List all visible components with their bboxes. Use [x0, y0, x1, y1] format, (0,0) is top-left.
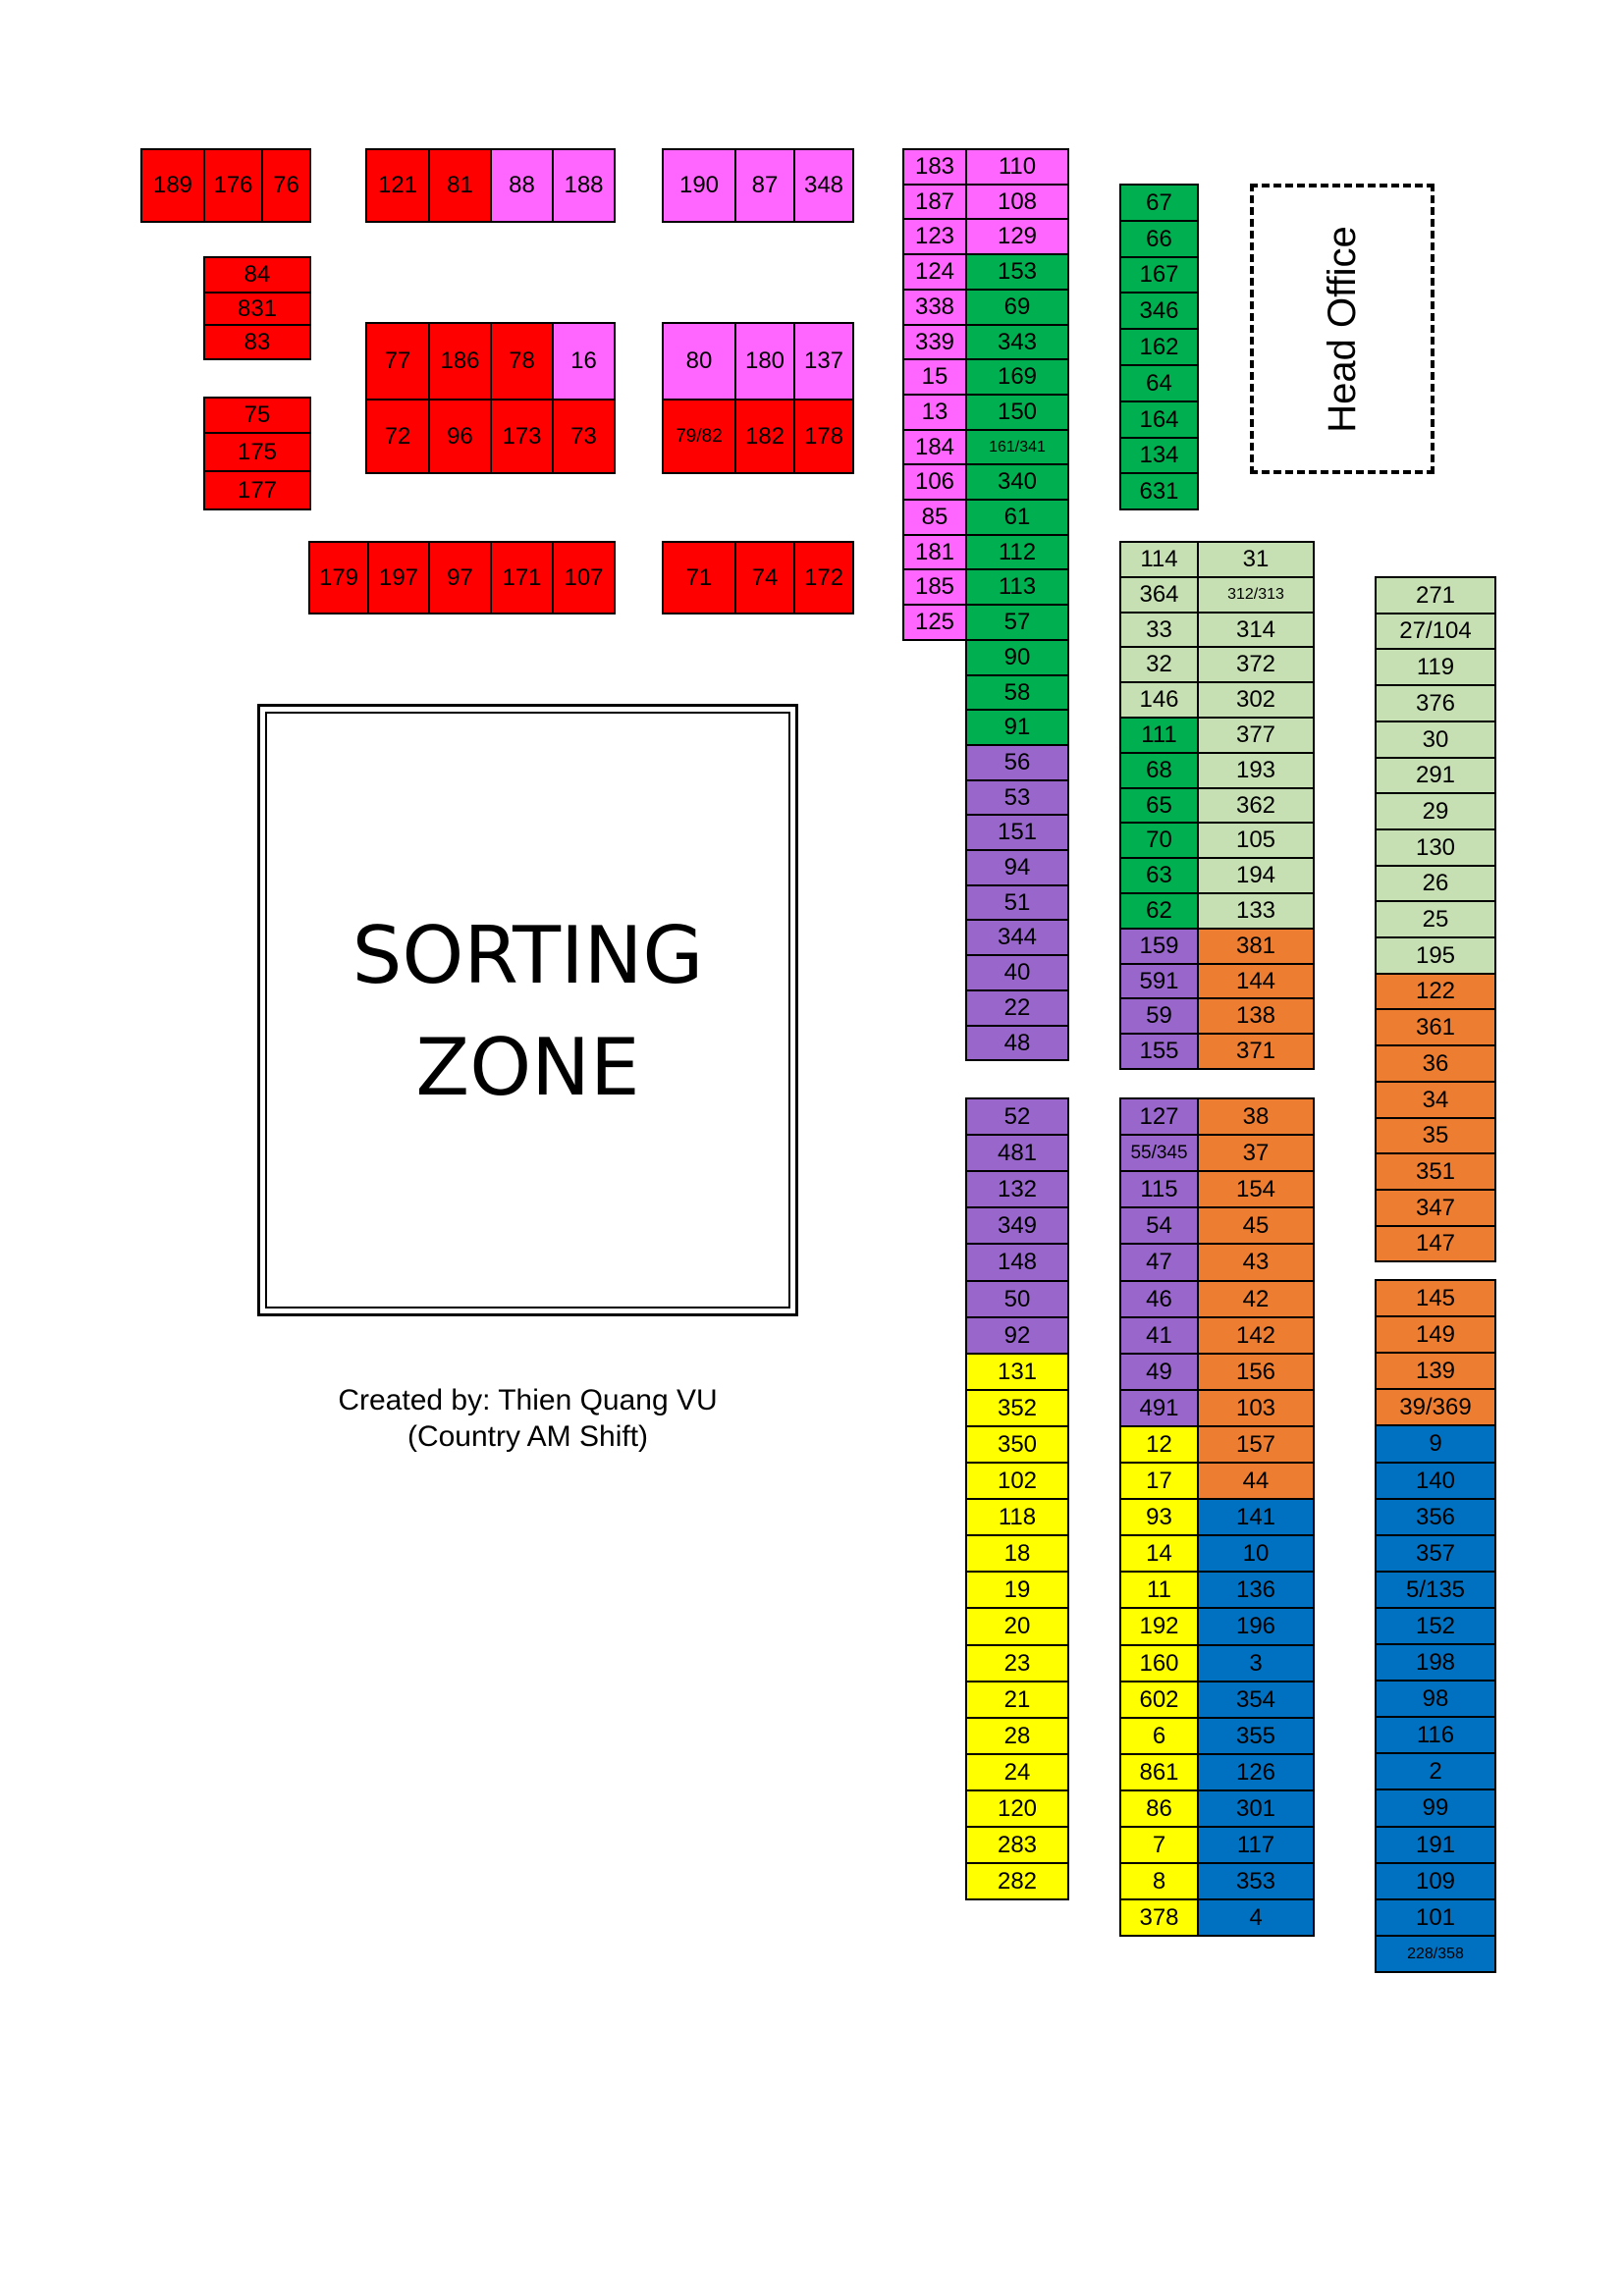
bay-155: 155 — [1119, 1033, 1199, 1070]
bay-96: 96 — [428, 399, 492, 474]
bay-75: 75 — [203, 397, 311, 434]
bay-283: 283 — [965, 1826, 1069, 1864]
bay-61: 61 — [965, 499, 1069, 536]
bay-354: 354 — [1197, 1681, 1315, 1719]
bay-127: 127 — [1119, 1097, 1199, 1136]
bay-159: 159 — [1119, 928, 1199, 965]
bay-151: 151 — [965, 814, 1069, 851]
bay-50: 50 — [965, 1280, 1069, 1318]
bay-130: 130 — [1375, 828, 1496, 867]
bay-83: 83 — [203, 324, 311, 360]
bay-347: 347 — [1375, 1189, 1496, 1227]
bay-43: 43 — [1197, 1243, 1315, 1282]
bay-5-135: 5/135 — [1375, 1571, 1496, 1609]
bay-86: 86 — [1119, 1789, 1199, 1828]
bay-185: 185 — [902, 568, 967, 606]
bay-372: 372 — [1197, 646, 1315, 683]
sorting-zone-line-2: ZONE — [415, 1022, 640, 1113]
bay-124: 124 — [902, 253, 967, 291]
bay-312-313: 312/313 — [1197, 576, 1315, 614]
bay-71: 71 — [662, 541, 736, 614]
bay-103: 103 — [1197, 1389, 1315, 1427]
bay-340: 340 — [965, 463, 1069, 501]
bay-160: 160 — [1119, 1644, 1199, 1682]
bay-18: 18 — [965, 1534, 1069, 1573]
head-office-label: Head Office — [1320, 225, 1364, 433]
bay-145: 145 — [1375, 1279, 1496, 1317]
bay-353: 353 — [1197, 1862, 1315, 1900]
bay-350: 350 — [965, 1425, 1069, 1464]
bay-19: 19 — [965, 1571, 1069, 1609]
bay-98: 98 — [1375, 1680, 1496, 1718]
bay-183: 183 — [902, 148, 967, 186]
bay-28: 28 — [965, 1717, 1069, 1755]
bay-32: 32 — [1119, 646, 1199, 683]
bay-109: 109 — [1375, 1862, 1496, 1900]
bay-131: 131 — [965, 1353, 1069, 1391]
bay-348: 348 — [793, 148, 854, 223]
bay-47: 47 — [1119, 1243, 1199, 1282]
bay-27-104: 27/104 — [1375, 613, 1496, 650]
bay-132: 132 — [965, 1170, 1069, 1208]
bay-172: 172 — [793, 541, 854, 614]
bay-62: 62 — [1119, 892, 1199, 930]
bay-364: 364 — [1119, 576, 1199, 614]
bay-73: 73 — [552, 399, 616, 474]
bay-346: 346 — [1119, 292, 1199, 330]
bay-91: 91 — [965, 709, 1069, 746]
bay-6: 6 — [1119, 1717, 1199, 1755]
bay-105: 105 — [1197, 822, 1315, 859]
bay-154: 154 — [1197, 1170, 1315, 1208]
bay-108: 108 — [965, 184, 1069, 220]
bay-64: 64 — [1119, 364, 1199, 402]
bay-48: 48 — [965, 1025, 1069, 1061]
bay-591: 591 — [1119, 963, 1199, 999]
bay-137: 137 — [793, 322, 854, 400]
bay-156: 156 — [1197, 1353, 1315, 1391]
bay-181: 181 — [902, 534, 967, 570]
bay-30: 30 — [1375, 721, 1496, 759]
bay-141: 141 — [1197, 1498, 1315, 1536]
bay-40: 40 — [965, 954, 1069, 991]
bay-178: 178 — [793, 399, 854, 474]
bay-121: 121 — [365, 148, 430, 223]
bay-355: 355 — [1197, 1717, 1315, 1755]
bay-197: 197 — [367, 541, 430, 614]
bay-371: 371 — [1197, 1033, 1315, 1070]
bay-114: 114 — [1119, 541, 1199, 578]
bay-149: 149 — [1375, 1315, 1496, 1354]
bay-157: 157 — [1197, 1425, 1315, 1464]
bay-148: 148 — [965, 1243, 1069, 1282]
bay-42: 42 — [1197, 1280, 1315, 1318]
bay-150: 150 — [965, 394, 1069, 431]
bay-356: 356 — [1375, 1498, 1496, 1536]
bay-176: 176 — [203, 148, 263, 223]
bay-57: 57 — [965, 604, 1069, 641]
bay-125: 125 — [902, 604, 967, 641]
bay-175: 175 — [203, 432, 311, 472]
bay-189: 189 — [140, 148, 205, 223]
bay-55-345: 55/345 — [1119, 1134, 1199, 1172]
bay-314: 314 — [1197, 612, 1315, 648]
bay-90: 90 — [965, 639, 1069, 676]
bay-302: 302 — [1197, 681, 1315, 719]
bay-58: 58 — [965, 674, 1069, 711]
bay-351: 351 — [1375, 1152, 1496, 1191]
bay-378: 378 — [1119, 1898, 1199, 1937]
bay-138: 138 — [1197, 997, 1315, 1035]
bay-113: 113 — [965, 568, 1069, 606]
bay-120: 120 — [965, 1789, 1069, 1828]
bay-147: 147 — [1375, 1225, 1496, 1262]
credit-shift: (Country AM Shift) — [406, 1420, 649, 1453]
bay-187: 187 — [902, 184, 967, 220]
bay-38: 38 — [1197, 1097, 1315, 1136]
bay-196: 196 — [1197, 1607, 1315, 1646]
bay-70: 70 — [1119, 822, 1199, 859]
bay-25: 25 — [1375, 900, 1496, 938]
bay-22: 22 — [965, 989, 1069, 1027]
bay-491: 491 — [1119, 1389, 1199, 1427]
bay-177: 177 — [203, 470, 311, 510]
bay-123: 123 — [902, 218, 967, 255]
bay-167: 167 — [1119, 256, 1199, 294]
bay-377: 377 — [1197, 717, 1315, 754]
bay-10: 10 — [1197, 1534, 1315, 1573]
bay-153: 153 — [965, 253, 1069, 291]
bay-88: 88 — [490, 148, 554, 223]
bay-94: 94 — [965, 849, 1069, 886]
bay-861: 861 — [1119, 1753, 1199, 1791]
bay-77: 77 — [365, 322, 430, 400]
bay-39-369: 39/369 — [1375, 1388, 1496, 1426]
bay-357: 357 — [1375, 1534, 1496, 1573]
bay-193: 193 — [1197, 752, 1315, 789]
bay-139: 139 — [1375, 1352, 1496, 1390]
bay-171: 171 — [490, 541, 554, 614]
credit-author: Created by: Thien Quang VU — [338, 1384, 718, 1416]
bay-49: 49 — [1119, 1353, 1199, 1391]
bay-179: 179 — [308, 541, 369, 614]
bay-362: 362 — [1197, 787, 1315, 824]
bay-133: 133 — [1197, 892, 1315, 930]
bay-53: 53 — [965, 779, 1069, 816]
bay-11: 11 — [1119, 1571, 1199, 1609]
bay-122: 122 — [1375, 973, 1496, 1010]
bay-17: 17 — [1119, 1462, 1199, 1500]
bay-7: 7 — [1119, 1826, 1199, 1864]
bay-198: 198 — [1375, 1643, 1496, 1682]
bay-36: 36 — [1375, 1044, 1496, 1083]
bay-2: 2 — [1375, 1752, 1496, 1790]
bay-117: 117 — [1197, 1826, 1315, 1864]
bay-188: 188 — [552, 148, 616, 223]
bay-339: 339 — [902, 324, 967, 360]
bay-349: 349 — [965, 1206, 1069, 1245]
bay-118: 118 — [965, 1498, 1069, 1536]
bay-63: 63 — [1119, 857, 1199, 894]
bay-112: 112 — [965, 534, 1069, 570]
bay-69: 69 — [965, 289, 1069, 326]
bay-282: 282 — [965, 1862, 1069, 1900]
bay-110: 110 — [965, 148, 1069, 186]
bay-182: 182 — [734, 399, 795, 474]
bay-54: 54 — [1119, 1206, 1199, 1245]
bay-65: 65 — [1119, 787, 1199, 824]
bay-631: 631 — [1119, 472, 1199, 510]
bay-169: 169 — [965, 358, 1069, 396]
bay-34: 34 — [1375, 1081, 1496, 1119]
bay-352: 352 — [965, 1389, 1069, 1427]
bay-81: 81 — [428, 148, 492, 223]
bay-66: 66 — [1119, 220, 1199, 258]
bay-12: 12 — [1119, 1425, 1199, 1464]
bay-164: 164 — [1119, 400, 1199, 439]
bay-68: 68 — [1119, 752, 1199, 789]
bay-376: 376 — [1375, 684, 1496, 722]
credit — [257, 1382, 798, 1455]
bay-92: 92 — [965, 1316, 1069, 1355]
bay-106: 106 — [902, 463, 967, 501]
bay-602: 602 — [1119, 1681, 1199, 1719]
bay-343: 343 — [965, 324, 1069, 360]
bay-16: 16 — [552, 322, 616, 400]
bay-97: 97 — [428, 541, 492, 614]
bay-59: 59 — [1119, 997, 1199, 1035]
bay-144: 144 — [1197, 963, 1315, 999]
bay-228-358: 228/358 — [1375, 1935, 1496, 1973]
bay-21: 21 — [965, 1681, 1069, 1719]
bay-190: 190 — [662, 148, 736, 223]
bay-142: 142 — [1197, 1316, 1315, 1355]
bay-831: 831 — [203, 292, 311, 326]
sorting-zone-label — [257, 900, 798, 1124]
bay-8: 8 — [1119, 1862, 1199, 1900]
bay-126: 126 — [1197, 1753, 1315, 1791]
bay-99: 99 — [1375, 1789, 1496, 1828]
bay-44: 44 — [1197, 1462, 1315, 1500]
bay-161-341: 161/341 — [965, 429, 1069, 465]
bay-74: 74 — [734, 541, 795, 614]
bay-24: 24 — [965, 1753, 1069, 1791]
bay-4: 4 — [1197, 1898, 1315, 1937]
bay-481: 481 — [965, 1134, 1069, 1172]
bay-9: 9 — [1375, 1424, 1496, 1464]
bay-80: 80 — [662, 322, 736, 400]
bay-31: 31 — [1197, 541, 1315, 578]
bay-45: 45 — [1197, 1206, 1315, 1245]
bay-194: 194 — [1197, 857, 1315, 894]
bay-146: 146 — [1119, 681, 1199, 719]
bay-85: 85 — [902, 499, 967, 536]
bay-344: 344 — [965, 919, 1069, 956]
bay-129: 129 — [965, 218, 1069, 255]
bay-301: 301 — [1197, 1789, 1315, 1828]
bay-101: 101 — [1375, 1898, 1496, 1937]
bay-14: 14 — [1119, 1534, 1199, 1573]
bay-51: 51 — [965, 884, 1069, 921]
bay-87: 87 — [734, 148, 795, 223]
bay-37: 37 — [1197, 1134, 1315, 1172]
bay-35: 35 — [1375, 1117, 1496, 1154]
sorting-zone-line-1: SORTING — [352, 910, 704, 1001]
bay-184: 184 — [902, 429, 967, 465]
bay-56: 56 — [965, 744, 1069, 781]
bay-20: 20 — [965, 1607, 1069, 1646]
bay-134: 134 — [1119, 437, 1199, 474]
bay-41: 41 — [1119, 1316, 1199, 1355]
bay-107: 107 — [552, 541, 616, 614]
bay-46: 46 — [1119, 1280, 1199, 1318]
bay-115: 115 — [1119, 1170, 1199, 1208]
head-office-label-wrap — [1250, 184, 1435, 474]
bay-361: 361 — [1375, 1008, 1496, 1046]
bay-152: 152 — [1375, 1607, 1496, 1645]
bay-13: 13 — [902, 394, 967, 431]
bay-67: 67 — [1119, 184, 1199, 222]
bay-173: 173 — [490, 399, 554, 474]
bay-191: 191 — [1375, 1826, 1496, 1864]
bay-116: 116 — [1375, 1716, 1496, 1754]
bay-23: 23 — [965, 1644, 1069, 1682]
bay-26: 26 — [1375, 865, 1496, 902]
bay-140: 140 — [1375, 1462, 1496, 1500]
bay-84: 84 — [203, 256, 311, 294]
bay-72: 72 — [365, 399, 430, 474]
bay-180: 180 — [734, 322, 795, 400]
bay-136: 136 — [1197, 1571, 1315, 1609]
bay-186: 186 — [428, 322, 492, 400]
bay-111: 111 — [1119, 717, 1199, 754]
bay-15: 15 — [902, 358, 967, 396]
bay-338: 338 — [902, 289, 967, 326]
bay-52: 52 — [965, 1097, 1069, 1136]
bay-78: 78 — [490, 322, 554, 400]
bay-102: 102 — [965, 1462, 1069, 1500]
bay-381: 381 — [1197, 928, 1315, 965]
bay-33: 33 — [1119, 612, 1199, 648]
bay-119: 119 — [1375, 648, 1496, 686]
bay-3: 3 — [1197, 1644, 1315, 1682]
bay-29: 29 — [1375, 792, 1496, 830]
bay-271: 271 — [1375, 576, 1496, 614]
bay-79-82: 79/82 — [662, 399, 736, 474]
bay-291: 291 — [1375, 757, 1496, 794]
bay-162: 162 — [1119, 328, 1199, 366]
bay-76: 76 — [261, 148, 311, 223]
bay-192: 192 — [1119, 1607, 1199, 1646]
bay-93: 93 — [1119, 1498, 1199, 1536]
bay-195: 195 — [1375, 936, 1496, 975]
